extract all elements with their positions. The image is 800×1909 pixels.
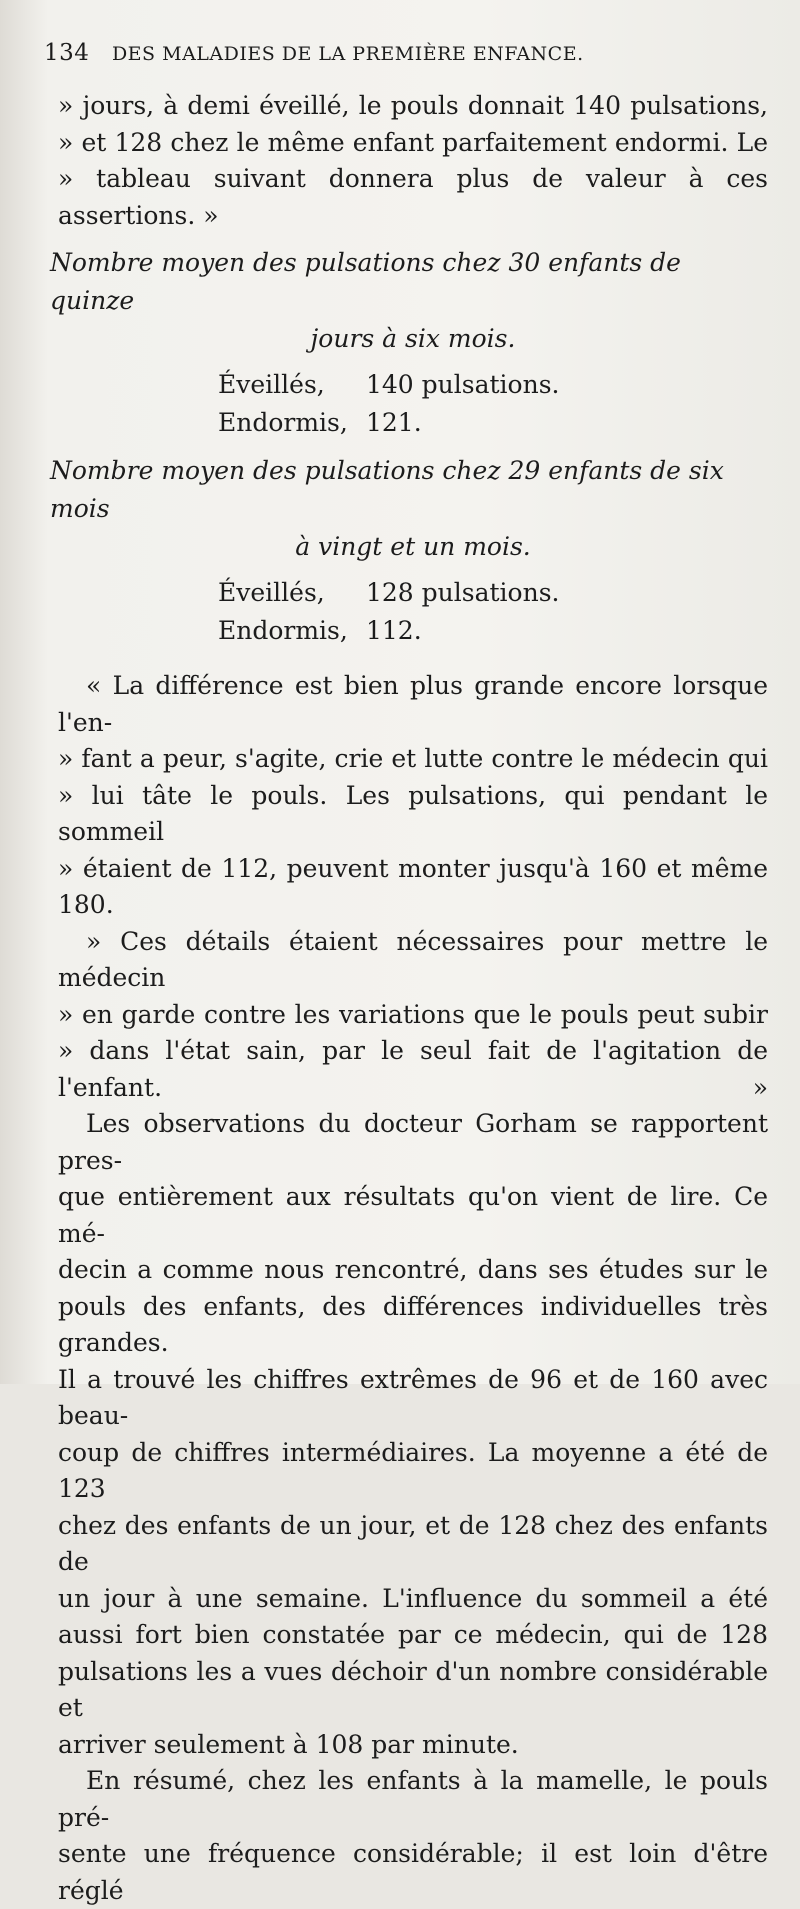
- text-line: aussi fort bien constatée par ce médecin, qui de 128: [58, 1620, 768, 1649]
- table1-row-asleep: Endormis, 121.: [218, 408, 422, 437]
- page-body: [50, 88, 768, 1909]
- table2-row-asleep: Endormis, 112.: [218, 616, 422, 645]
- text-line: En résumé, chez les enfants à la mamelle, le pouls pré-: [58, 1766, 768, 1832]
- table2-row-awake: Éveillés, 128 pulsations.: [218, 578, 560, 607]
- text-line: un jour à une semaine. L'influence du sommeil a été: [58, 1583, 768, 1613]
- text-line: chez des enfants de un jour, et de 128 chez des enfants de: [58, 1510, 768, 1576]
- text-line: » étaient de 112, peuvent monter jusqu'à 160 et même 180.: [58, 853, 768, 919]
- text-line: arriver seulement à 108 par minute.: [58, 1729, 519, 1759]
- page-number: 134: [44, 40, 90, 66]
- text-line: » et 128 chez le même enfant parfaitement endormi. Le: [58, 127, 768, 157]
- text-line: decin a comme nous rencontré, dans ses études sur le: [58, 1255, 768, 1284]
- text-line: pouls des enfants, des différences individuelles très grandes.: [58, 1291, 768, 1357]
- text-line: coup de chiffres intermédiaires. La moyenne a été de 123: [58, 1437, 768, 1503]
- page-header: [44, 40, 760, 66]
- table1-title: Nombre moyen des pulsations chez 30 enfants de quinze jours à six mois.: [50, 248, 681, 353]
- table1: [218, 366, 768, 442]
- running-title: DES MALADIES DE LA PREMIÈRE ENFANCE.: [111, 43, 584, 65]
- text-line: » lui tâte le pouls. Les pulsations, qui pendant le sommeil: [58, 780, 768, 846]
- text-line: pulsations les a vues déchoir d'un nombre considérable et: [58, 1656, 768, 1722]
- table1-row-awake: Éveillés, 140 pulsations.: [218, 370, 560, 399]
- text-line: » Ces détails étaient nécessaires pour mettre le médecin: [58, 926, 768, 992]
- text-line: Il a trouvé les chiffres extrêmes de 96 et de 160 avec beau-: [58, 1364, 768, 1430]
- text-line: » fant a peur, s'agite, crie et lutte contre le médecin qui: [58, 744, 768, 773]
- table2: [218, 574, 768, 650]
- text-line: » tableau suivant donnera plus de valeur à ces assertions. »: [58, 164, 768, 230]
- text-line: que entièrement aux résultats qu'on vient de lire. Ce mé-: [58, 1182, 768, 1248]
- text-line: « La différence est bien plus grande encore lorsque l'en-: [58, 671, 768, 737]
- text-line: » en garde contre les variations que le pouls peut subir: [58, 999, 768, 1029]
- text-line: Les observations du docteur Gorham se rapportent pres-: [58, 1109, 768, 1175]
- text-line: » dans l'état sain, par le seul fait de l'agitation de l'enfant. »: [58, 1036, 768, 1102]
- text-line: sente une fréquence considérable; il est loin d'être réglé: [58, 1839, 768, 1905]
- text-line: » jours, à demi éveillé, le pouls donnait 140 pulsations,: [58, 91, 768, 120]
- table2-title: Nombre moyen des pulsations chez 29 enfants de six mois à vingt et un mois.: [50, 456, 724, 561]
